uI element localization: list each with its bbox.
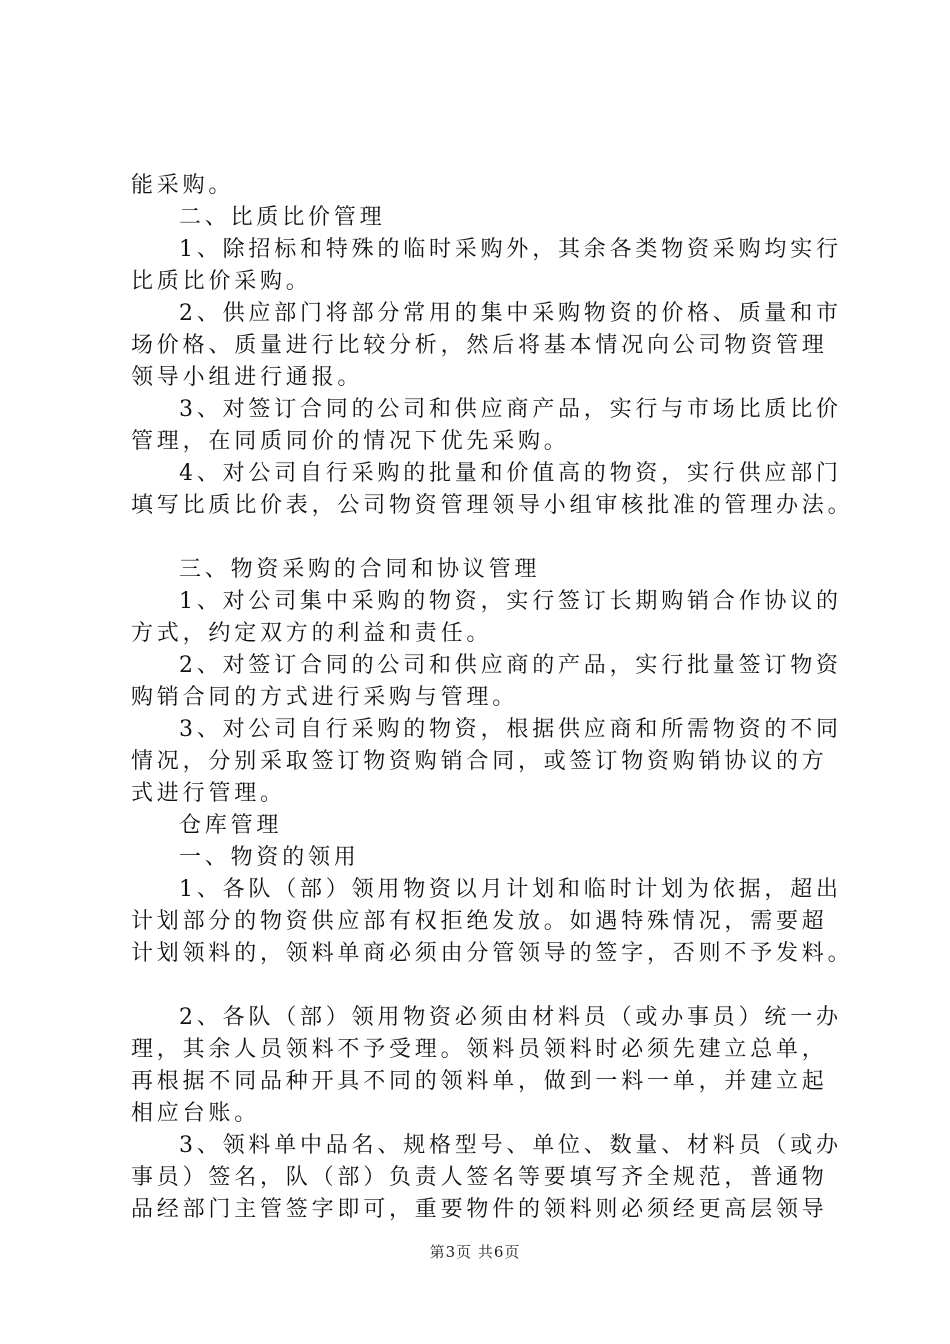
text-line: 能采购。: [131, 173, 235, 198]
blank-line: [131, 522, 831, 554]
text-line: 3、对签订合同的公司和供应商产品，实行与市场比质比价: [179, 397, 842, 422]
text-line: 计划领料的，领料单商必须由分管领导的签字，否则不予发料。: [131, 941, 854, 966]
text-line: 1、除招标和特殊的临时采购外，其余各类物资采购均实行: [179, 237, 842, 262]
text-line: 再根据不同品种开具不同的领料单，做到一料一单，并建立起: [131, 1069, 828, 1094]
text-line: 比质比价采购。: [131, 269, 312, 294]
text-line: 领导小组进行通报。: [131, 365, 364, 390]
text-line: 事员）签名，队（部）负责人签名等要填写齐全规范，普通物: [131, 1165, 828, 1190]
text-line: 3、对公司自行采购的物资，根据供应商和所需物资的不同: [179, 717, 842, 742]
blank-line: [131, 970, 831, 1002]
text-line: 情况，分别采取签订物资购销合同，或签订物资购销协议的方: [131, 749, 828, 774]
text-line: 购销合同的方式进行采购与管理。: [131, 685, 519, 710]
text-line: 方式，约定双方的利益和责任。: [131, 621, 493, 646]
text-line: 2、各队（部）领用物资必须由材料员（或办事员）统一办: [179, 1005, 842, 1030]
text-line: 3、领料单中品名、规格型号、单位、数量、材料员（或办: [179, 1133, 842, 1158]
text-line: 2、供应部门将部分常用的集中采购物资的价格、质量和市: [179, 301, 842, 326]
text-line: 1、对公司集中采购的物资，实行签订长期购销合作协议的: [179, 589, 842, 614]
document-body: [131, 170, 854, 1226]
text-line: 2、对签订合同的公司和供应商的产品，实行批量签订物资: [179, 653, 842, 678]
text-line: 计划部分的物资供应部有权拒绝发放。如遇特殊情况，需要超: [131, 909, 828, 934]
text-line: 三、物资采购的合同和协议管理: [179, 557, 541, 582]
page-footer: 第3页 共6页: [429, 1243, 521, 1261]
text-line: 填写比质比价表，公司物资管理领导小组审核批准的管理办法。: [131, 493, 854, 518]
text-line: 二、比质比价管理: [179, 205, 386, 230]
text-line: 相应台账。: [131, 1101, 261, 1126]
text-line: 品经部门主管签字即可，重要物件的领料则必须经更高层领导: [131, 1197, 828, 1222]
text-line: 管理，在同质同价的情况下优先采购。: [131, 429, 570, 454]
text-line: 仓库管理: [179, 813, 283, 838]
text-line: 4、对公司自行采购的批量和价值高的物资，实行供应部门: [179, 461, 842, 486]
text-line: 1、各队（部）领用物资以月计划和临时计划为依据，超出: [179, 877, 842, 902]
text-line: 理，其余人员领料不予受理。领料员领料时必须先建立总单，: [131, 1037, 828, 1062]
text-line: 一、物资的领用: [179, 845, 360, 870]
text-line: 场价格、质量进行比较分析，然后将基本情况向公司物资管理: [131, 333, 828, 358]
text-line: 式进行管理。: [131, 781, 286, 806]
